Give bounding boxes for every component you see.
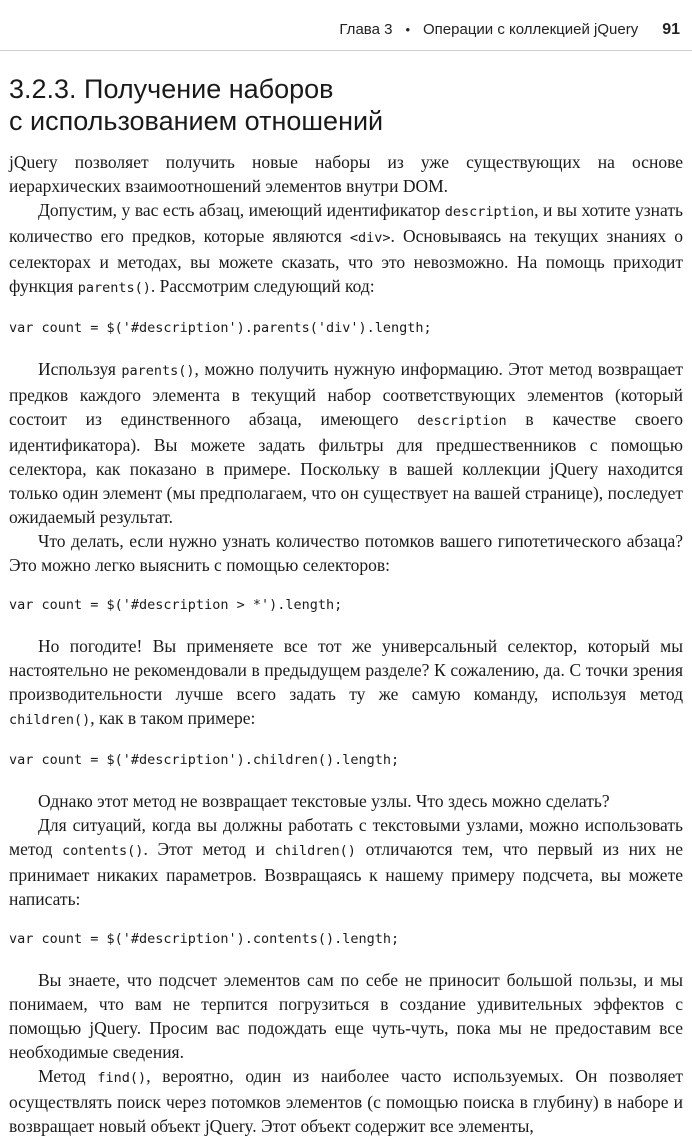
section-heading [9,73,679,137]
paragraph-7-text-2: . Этот метод и [143,839,275,859]
paragraph-2-text-1: Допустим, у вас есть абзац, имеющий идентификатор [38,200,445,220]
header-bullet: • [405,22,410,37]
inline-code-parents: parents() [121,363,195,379]
heading-line-1: 3.2.3. Получение наборов [9,74,334,104]
code-sample-parents: var count = $('#description').parents('div').length; [9,320,432,336]
inline-code-find: find() [97,1070,147,1086]
body-text [9,150,683,1138]
inline-code-div: <div> [349,230,391,246]
paragraph-3-text-1: Используя [38,359,122,379]
paragraph-9-text-1: Метод [38,1066,98,1086]
paragraph-6-text: Однако этот метод не возвращает текстовые узлы. Что здесь можно сделать? [38,791,610,811]
inline-code-children: children() [274,843,356,859]
page-number: 91 [662,21,680,38]
header-rule [0,50,692,51]
section-title: Операции с коллекцией jQuery [423,21,639,38]
paragraph-3-text-3: в качестве своего идентификатора). Вы можете задать фильтры для предшественников с помощью селектора, как показано в примере. Поскольку в вашей коллекции jQuery находится только один элемент (мы предполагаем, что он существует на вашей странице), последует ожидаемый результат. [9,409,683,527]
chapter-label: Глава 3 [339,21,393,38]
paragraph-2-text-2: , и вы хотите узнать количество его предков, которые являются [9,200,683,246]
paragraph-6 [9,789,683,813]
inline-code-parents: parents() [77,280,151,296]
paragraph-1-text: jQuery позволяет получить новые наборы из уже существующих на основе иерархических взаимоотношений элементов внутри DOM. [9,152,683,196]
paragraph-2-text-3: . Основываясь на текущих знаниях о селекторах и методах, вы можете сказать, что это невозможно. На помощь приходит функция [9,226,683,296]
paragraph-8-text: Вы знаете, что подсчет элементов сам по себе не приносит большой пользы, и мы понимаем, что вам не терпится погрузиться в создание удивительных эффектов с помощью jQuery. Просим вас подождать еще чуть-чуть, пока мы не предоставим все необходимые сведения. [9,970,683,1062]
paragraph-7-text-1: Для ситуаций, когда вы должны работать с текстовыми узлами, можно использовать метод [9,815,683,859]
paragraph-3-text-2: , можно получить нужную информацию. Этот метод возвращает предков каждого элемента в текущий набор соответствующих элементов (который состоит из единственного абзаца, имеющего [9,359,683,429]
paragraph-5 [9,634,683,732]
paragraph-2 [9,198,683,300]
code-sample-children: var count = $('#description').children().length; [9,752,400,768]
paragraph-3 [9,357,683,529]
code-sample-selector: var count = $('#description > *').length; [9,597,343,613]
inline-code-description: description [444,204,535,220]
paragraph-4 [9,529,683,577]
code-sample-contents: var count = $('#description').contents().length; [9,931,400,947]
paragraph-1 [9,150,683,198]
paragraph-4-text: Что делать, если нужно узнать количество потомков вашего гипотетического абзаца? Это можно легко выяснить с помощью селекторов: [9,531,683,575]
heading-line-2: с использованием отношений [9,106,384,136]
paragraph-8 [9,968,683,1064]
paragraph-9-text-2: , вероятно, один из наиболее часто используемых. Он позволяет осуществлять поиск через потомков элементов (с помощью поиска в глубину) в наборе и возвращает новый объект jQuery. Этот объект содержит все элементы, [9,1066,683,1136]
paragraph-7-text-3: отличаются тем, что первый из них не принимает никаких параметров. Возвращаясь к нашему примеру подсчета, вы можете написать: [9,839,683,909]
inline-code-description: description [417,413,507,429]
paragraph-2-text-4: . Рассмотрим следующий код: [150,276,375,296]
paragraph-9 [9,1064,683,1138]
paragraph-5-text-1: Но погодите! Вы применяете все тот же универсальный селектор, который мы настоятельно не рекомендовали в предыдущем разделе? К сожалению, да. С точки зрения производительности лучше всего задать ту же самую команду, используя метод [9,636,683,704]
inline-code-children: children() [9,712,91,728]
running-header [339,19,680,41]
paragraph-7 [9,813,683,911]
paragraph-5-text-2: , как в таком примере: [90,708,256,728]
inline-code-contents: contents() [62,843,144,859]
